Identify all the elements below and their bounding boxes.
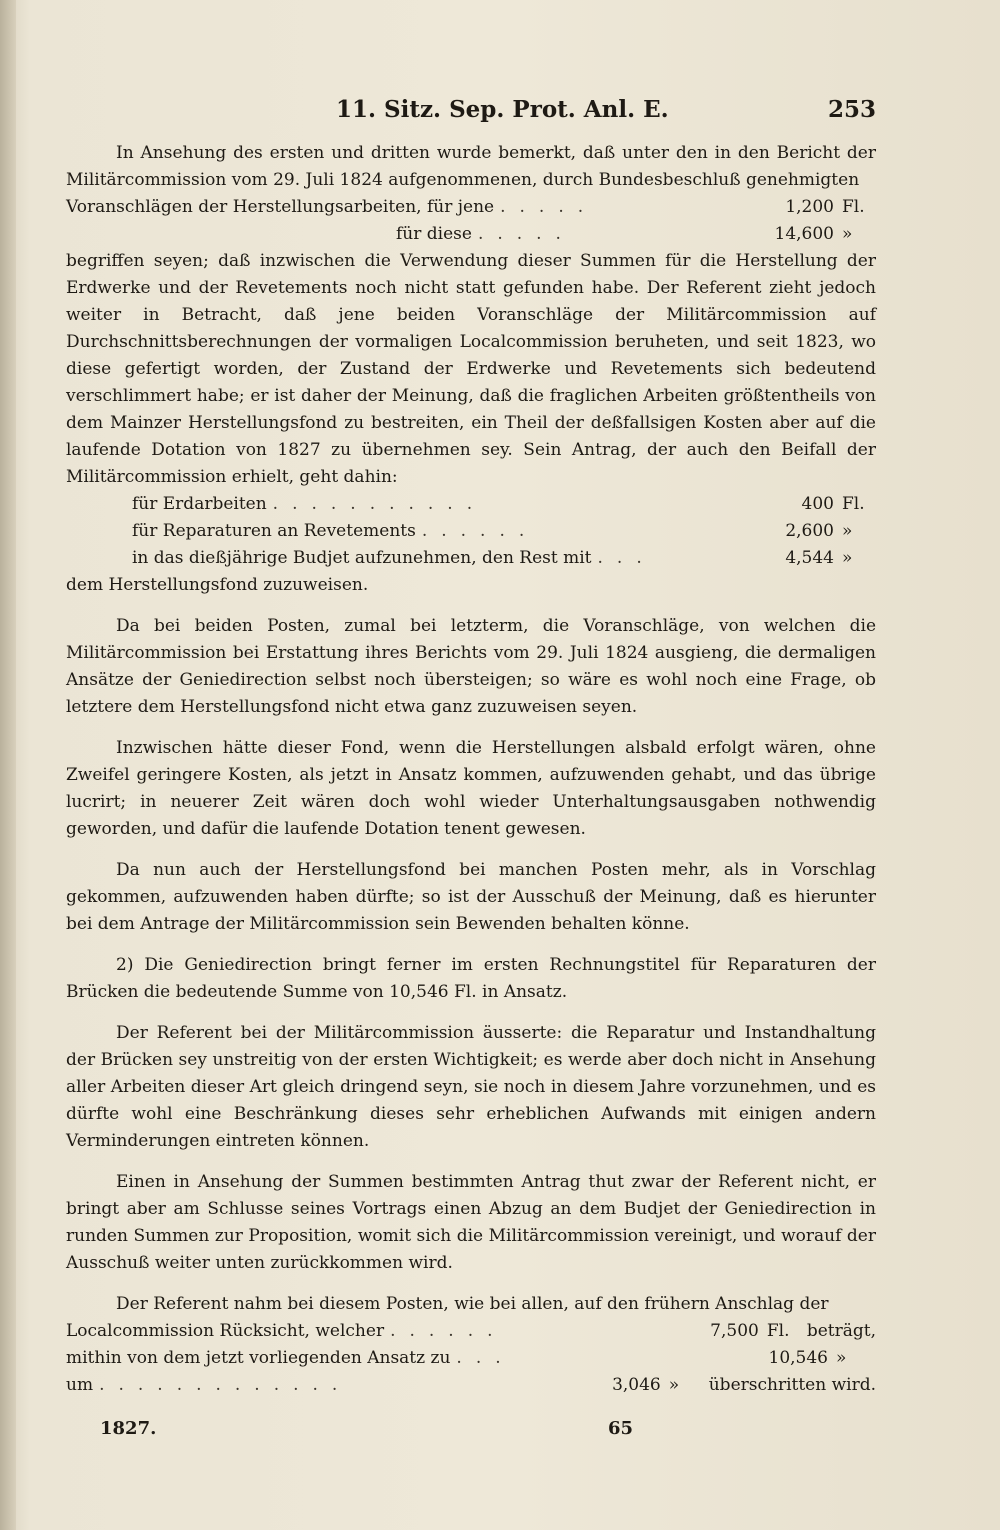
amount-row [66,1318,876,1345]
para1-body: begriffen seyen; daß inzwischen die Verwendung dieser Summen für die Herstellung der Erdwerke und der Revetements noch nicht statt gefunden habe. Der Referent zieht jedoch weiter in Betracht, daß jene beiden Voranschläge der Militärcommission auf Durchschnittsberechnungen der vormaligen Localcommission beruheten, und seit 1823, wo diese gefertigt worden, der Zustand der Erdwerke und Revetements sich bedeutend verschlimmert habe; er ist daher der Meinung, daß die fraglichen Arbeiten größtentheils von dem Mainzer Herstellungsfond zu bestreiten, ein Theil der deßfallsigen Kosten aber auf die laufende Dotation von 1827 zu übernehmen sey. Sein Antrag, der auch den Beifall der Militärcommission erhielt, geht dahin: [66,251,876,487]
amount-row-label: Voranschlägen der Herstellungsarbeiten, für jene [66,197,495,217]
amount-row [66,221,876,248]
paragraph: Inzwischen hätte dieser Fond, wenn die Herstellungen alsbald erfolgt wären, ohne Zweifel geringere Kosten, als jetzt in Ansatz kommen, aufzuwenden gehabt, und das übrige lucrirt; in neuerer Zeit wären doch wohl wieder Unterhaltungsausgaben nothwendig geworden, und dafür die laufende Dotation tenent gewesen. [66,738,876,839]
paragraph: Der Referent bei der Militärcommission äusserte: die Reparatur und Instandhaltung der Brücken sey unstreitig von der ersten Wichtigkeit; es werde aber doch nicht in Ansehung aller Arbeiten dieser Art gleich dringend seyn, sie noch in diesem Jahre vorzunehmen, und es dürfte wohl eine Beschränkung dieses sehr erheblichen Aufwands mit einigen andern Verminderungen eintreten können. [66,1023,876,1151]
amount-row-label: für Erdarbeiten [132,494,267,514]
amount-unit: » [668,1375,680,1395]
page-footer [100,1418,700,1448]
amount-row-label: mithin von dem jetzt vorliegenden Ansatz zu [66,1348,451,1368]
signature-mark: 65 [608,1418,634,1439]
amount-row [66,545,876,572]
paragraph: Einen in Ansehung der Summen bestimmten Antrag thut zwar der Referent nicht, er bringt aber am Schlusse seines Vortrags einen Abzug an dem Budjet der Geniedirection in runden Summen zur Proposition, womit sich die Militärcommission vereinigt, und worauf der Ausschuß weiter unten zurückkommen wird. [66,1172,876,1273]
amount-unit: » [842,521,853,541]
amount-row [66,194,876,221]
page-number: 253 [827,96,876,123]
running-title: 11. Sitz. Sep. Prot. Anl. E. [336,96,669,123]
amount-unit: » [836,1348,847,1368]
amount-row [66,1372,876,1399]
amount-unit: Fl. [842,197,865,217]
footer-year: 1827. [100,1418,157,1439]
amount-row [66,491,876,518]
amount-value: 7,500 [710,1321,759,1341]
leader-dots: ............. [99,1375,352,1395]
amount-unit: » [842,548,853,568]
page-body [66,140,876,1399]
paragraph: Da bei beiden Posten, zumal bei letzterm, die Voranschläge, von welchen die Militärcommission bei Erstattung ihres Berichts vom 29. Juli 1824 ausgieng, die dermaligen Ansätze der Geniedirection selbst noch übersteigen; so wäre es wohl noch eine Frage, ob letztere dem Herstellungsfond nicht etwa ganz zuzuweisen seyen. [66,616,876,717]
amount-unit: Fl. [766,1321,790,1341]
amount-row [66,518,876,545]
book-spine-edge [0,0,16,1530]
amount-row-label: in das dießjährige Budjet aufzunehmen, den Rest mit [132,548,592,568]
amount-row-label: Localcommission Rücksicht, welcher [66,1321,385,1341]
leader-dots: ... [597,548,656,568]
leader-dots: ..... [500,197,598,217]
amount-row-tail: beträgt, [806,1321,876,1341]
page-header [66,96,876,128]
para1-closing: dem Herstellungsfond zuzuweisen. [66,575,369,595]
amount-row-label: für diese [396,224,472,244]
paragraph: 2) Die Geniedirection bringt ferner im ersten Rechnungstitel für Reparaturen der Brücken die bedeutende Summe von 10,546 Fl. in Ansatz. [66,955,876,1002]
motion-items [66,491,876,572]
leader-dots: ... [456,1348,515,1368]
para1-intro: In Ansehung des ersten und dritten wurde bemerkt, daß unter den in den Bericht der Militärcommission vom 29. Juli 1824 aufgenommenen, durch Bundesbeschluß genehmigten [66,143,876,190]
leader-dots: ..... [477,224,575,244]
amount-value: 10,546 [768,1348,828,1368]
amount-row-label: für Reparaturen an Revetements [132,521,416,541]
leader-dots: ...... [421,521,539,541]
leader-dots: ...... [390,1321,507,1341]
amount-value: 1,200 [785,197,834,217]
leader-dots: ........... [272,494,487,514]
paragraph: Da nun auch der Herstellungsfond bei manchen Posten mehr, als in Vorschlag gekommen, aufzuwenden haben dürfte; so ist der Ausschuß der Meinung, daß es hierunter bei dem Antrage der Militärcommission sein Bewenden behalten könne. [66,860,876,934]
amount-value: 400 [801,494,834,514]
amount-row-tail: überschritten wird. [708,1375,876,1395]
amount-row [66,1345,876,1372]
amount-value: 3,046 [612,1375,661,1395]
amount-unit: Fl. [842,494,865,514]
amount-unit: » [842,224,853,244]
amount-value: 14,600 [774,224,834,244]
amount-value: 4,544 [785,548,834,568]
amount-value: 2,600 [785,521,834,541]
para8-intro: Der Referent nahm bei diesem Posten, wie bei allen, auf den frühern Anschlag der [116,1294,829,1314]
amount-row-label: um [66,1375,94,1395]
